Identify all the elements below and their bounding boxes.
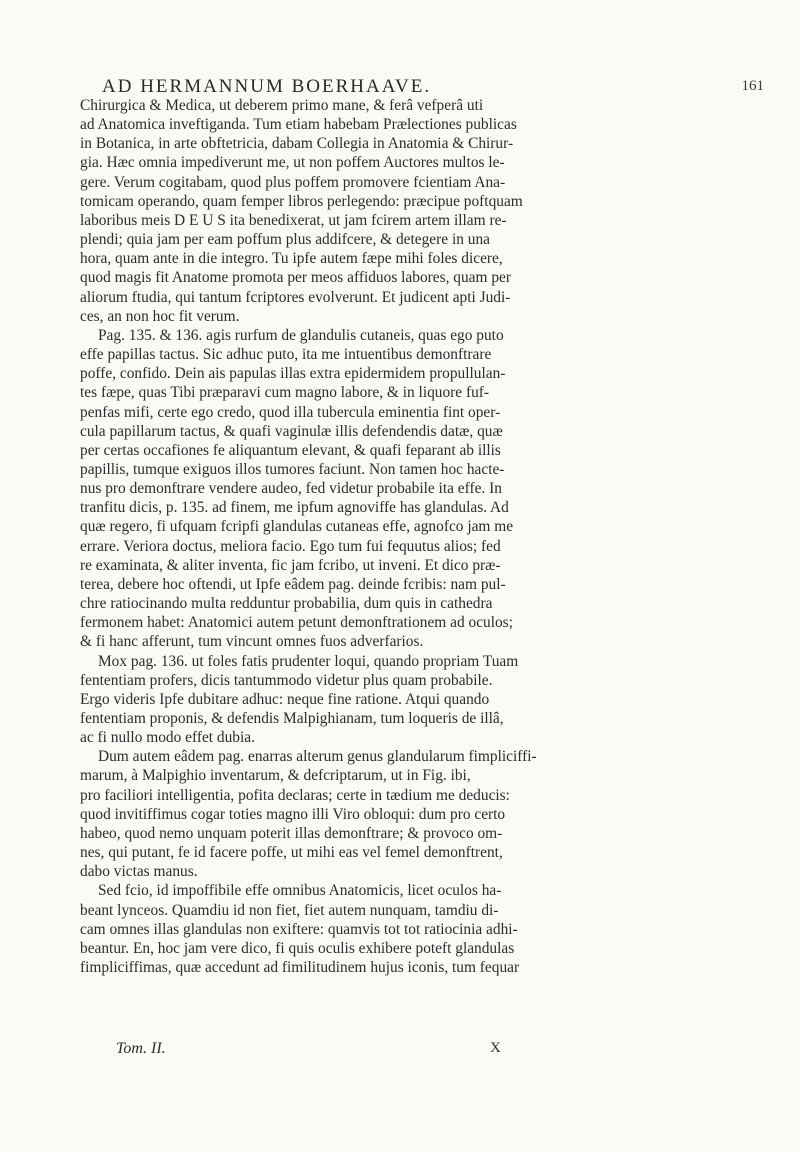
text-line: fententiam profers, dicis tantummodo videtur plus quam probabile. [80,671,493,689]
text-line: tomicam operando, quam femper libros perlegendo: præcipue poftquam [80,192,523,210]
text-line: aliorum ftudia, qui tantum fcriptores evolverunt. Et judicent apti Judi- [80,288,511,306]
text-line: terea, debere hoc oftendi, ut Ipfe eâdem pag. deinde fcribis: nam pul- [80,575,506,593]
text-line: marum, à Malpighio inventarum, & defcriptarum, ut in Fig. ibi, [80,767,471,785]
text-line: fimpliciffimas, quæ accedunt ad fimilitudinem hujus iconis, tum fequar [80,959,520,977]
text-line: errare. Veriora doctus, meliora facio. Ego tum fui fequutus alios; fed [80,537,501,555]
text-line: in Botanica, in arte obftetricia, dabam Collegia in Anatomia & Chirur- [80,135,514,153]
text-line: poffe, confido. Dein ais papulas illas extra epidermidem propullulan- [80,365,506,383]
text-line: Chirurgica & Medica, ut deberem primo mane, & ferâ vefperâ uti [80,97,484,114]
text-line: Ergo videris Ipfe dubitare adhuc: neque fine ratione. Atqui quando [80,690,490,708]
text-line: tranfitu dicis, p. 135. ad finem, me ipfum agnoviffe has glandulas. Ad [80,499,509,517]
text-line: ad Anatomica inveftiganda. Tum etiam habebam Prælectiones publicas [80,116,517,134]
paragraph-start-line: Pag. 135. & 136. agis rurfum de glandulis cutaneis, quas ego puto [98,326,504,344]
text-line: laboribus meis D E U S ita benedixerat, ut jam fcirem artem illam re- [80,211,507,229]
page-number: 161 [741,78,764,94]
signature-mark: X [490,1040,501,1056]
text-line: beantur. En, hoc jam vere dico, fi quis oculis exhibere poteft glandulas [80,939,515,957]
text-line: tes fæpe, quas Tibi præparavi cum magno labore, & in liquore fuf- [80,384,490,402]
text-line: fententiam proponis, & defendis Malpighianam, tum loqueris de illâ, [80,710,504,727]
text-line: per certas occafiones fe aliquantum elevant, & quafi feparant ab illis [80,441,501,459]
text-line: gia. Hæc omnia impediverunt me, ut non poffem Auctores multos le- [80,154,505,172]
text-line: ac fi nullo modo effet dubia. [80,729,255,747]
text-line: fermonem habet: Anatomici autem petunt demonftrationem ad oculos; [80,614,513,632]
text-line: hora, quam ante in die integro. Tu ipfe autem fæpe mihi foles dicere, [80,250,503,268]
text-line: cam omnes illas glandulas non exiftere: quamvis tot tot ratiocinia adhi- [80,920,518,938]
paragraph-start-line: Dum autem eâdem pag. enarras alterum genus glandularum fimpliciffi- [98,748,537,766]
text-line: gere. Verum cogitabam, quod plus poffem promovere fcientiam Ana- [80,173,506,191]
running-head: AD HERMANNUM BOERHAAVE. [102,76,432,97]
body-text [80,96,766,977]
text-line: quod invitiffimus cogar toties magno illi Viro obloqui: dum pro certo [80,805,506,823]
text-line: cula papillarum tactus, & quafi vaginulæ illis defendendis datæ, quæ [80,422,503,440]
text-line: chre ratiocinando multa redduntur probabilia, dum quis in cathedra [80,595,493,613]
paragraph-start-line: Sed fcio, id impoffibile effe omnibus Anatomicis, licet oculos ha- [98,882,502,900]
text-line: papillis, tumque exiguos illos tumores faciunt. Non tamen hoc hacte- [80,460,505,478]
text-line: plendi; quia jam per eam poffum plus addifcere, & detegere in una [80,231,490,249]
text-line: quæ regero, fi ufquam fcripfi glandulas cutaneas effe, agnofco jam me [80,518,514,536]
text-line: nus pro demonftrare vendere audeo, fed videtur probabile ita effe. In [80,480,502,498]
volume-label: Tom. II. [116,1040,166,1057]
text-line: dabo victas manus. [80,863,198,881]
text-line: nes, qui putant, fe id facere poffe, ut mihi eas vel femel demonftrent, [80,844,503,862]
text-line: pro faciliori intelligentia, pofita declaras; certe in tædium me deducis: [80,786,510,804]
page-footer [116,1040,756,1062]
paragraph-start-line: Mox pag. 136. ut foles fatis prudenter loqui, quando propriam Tuam [98,652,519,670]
text-line: beant lynceos. Quamdiu id non fiet, fiet autem nunquam, tamdiu di- [80,901,499,919]
text-line: penfas mifi, certe ego credo, quod illa tubercula eminentia fint oper- [80,403,501,421]
text-line: effe papillas tactus. Sic adhuc puto, ita me intuentibus demonftrare [80,346,492,364]
text-line: re examinata, & aliter inventa, fic jam fcribo, ut inveni. Et dico præ- [80,556,501,574]
text-line: ces, an non hoc fit verum. [80,307,240,325]
text-line: quod magis fit Anatome promota per meos affiduos labores, quam per [80,269,511,287]
text-line: habeo, quod nemo unquam poterit illas demonftrare; & provoco om- [80,824,503,842]
text-line: & fi hanc afferunt, tum vincunt omnes fuos adverfarios. [80,633,424,651]
